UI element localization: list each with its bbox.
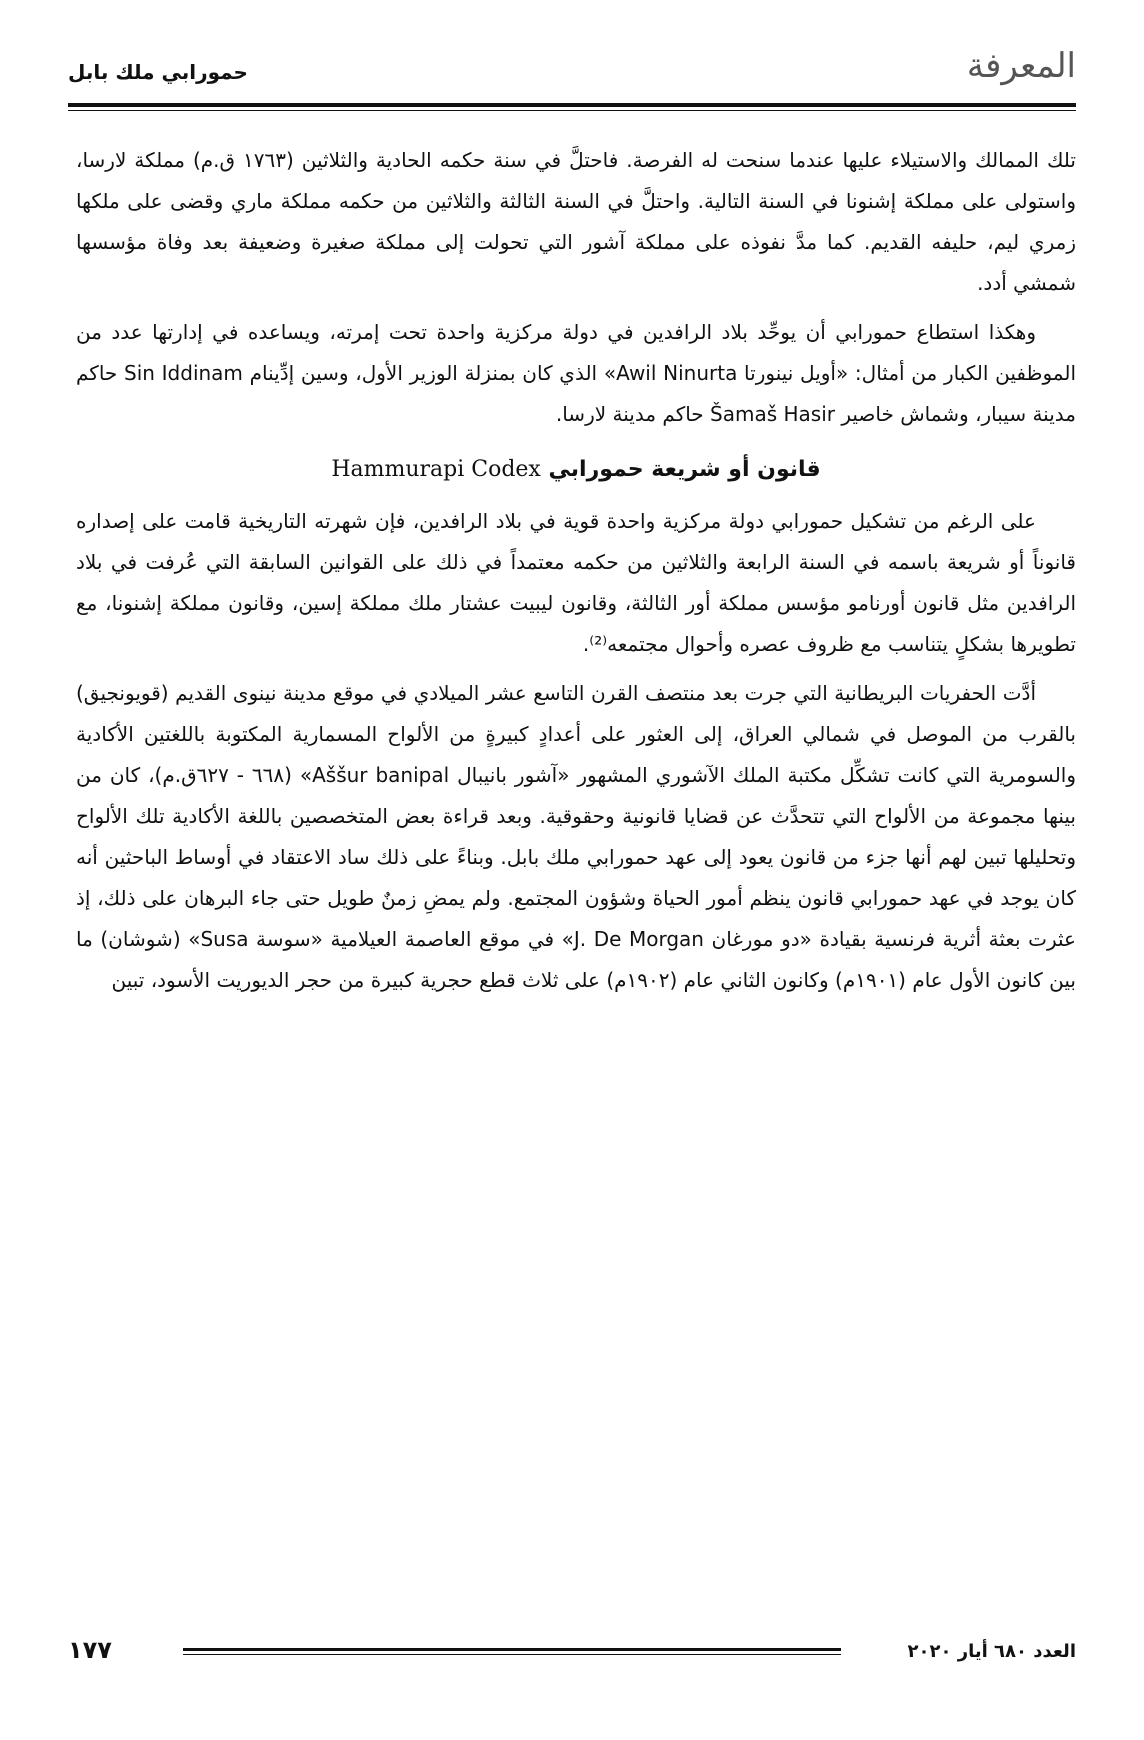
footer-rule (183, 1648, 841, 1651)
section-heading (76, 453, 1076, 487)
footer-rule-thin (183, 1654, 841, 1655)
paragraph-1: تلك الممالك والاستيلاء عليها عندما سنحت له الفرصة. فاحتلَّ في سنة حكمه الحادية والثلاثين (١٧٦٣ ق.م) مملكة لارسا، واستولى على مملكة إشنونا في السنة التالية. واحتلَّ في السنة الثالثة والثلاثين من حكمه مملكة ماري وقضى على ملكها زمري ليم، حليفه القديم. كما مدَّ نفوذه على مملكة آشور التي تحولت إلى مملكة صغيرة وضعيفة بعد وفاة مؤسسها شمشي أدد. (76, 148, 1076, 295)
journal-logo: المعرفة (966, 46, 1076, 86)
running-header-title: حمورابي ملك بابل (68, 60, 248, 84)
header-rule (68, 103, 1076, 107)
page-footer (68, 1634, 1076, 1674)
running-header (68, 40, 1076, 102)
paragraph-3: على الرغم من تشكيل حمورابي دولة مركزية واحدة قوية في بلاد الرافدين، فإن شهرته التاريخية قامت على إصداره قانوناً أو شريعة باسمه في السنة الرابعة والثلاثين من حكمه معتمداً في ذلك على القوانين السابقة التي عُرفت في بلاد الرافدين مثل قانون أورنامو مؤسس مملكة أور الثالثة، وقانون ليبيت عشتار ملك مملكة إسين، وقانون مملكة إشنونا، مع تطويرها بشكلٍ يتناسب مع ظروف عصره وأحوال مجتمعه⁽²⁾. (76, 509, 1076, 656)
header-rule-thin (68, 110, 1076, 111)
article-body (76, 140, 1076, 1009)
issue-info: العدد ٦٨٠ أيار ٢٠٢٠ (907, 1641, 1076, 1662)
paragraph-2: وهكذا استطاع حمورابي أن يوحِّد بلاد الرافدين في دولة مركزية واحدة تحت إمرته، ويساعده في إدارتها عدد من الموظفين الكبار من أمثال: «أويل نينورتا Awil Ninurta» الذي كان بمنزلة الوزير الأول، وسين إدِّينام Sin Iddinam حاكم مدينة سيبار، وشماش خاصير Šamaš Hasir حاكم مدينة لارسا. (76, 320, 1076, 426)
page-number: ١٧٧ (68, 1636, 112, 1664)
paragraph-4: أدَّت الحفريات البريطانية التي جرت بعد منتصف القرن التاسع عشر الميلادي في موقع مدينة نينوى القديم (قويونجيق) بالقرب من الموصل في شمالي العراق، إلى العثور على أعدادٍ كبيرةٍ من الألواح المسمارية المكتوبة باللغتين الأكادية والسومرية التي كانت تشكِّل مكتبة الملك الآشوري المشهور «آشور بانيبال Aššur banipal» (٦٦٨ - ٦٢٧ق.م)، كان من بينها مجموعة من الألواح التي تتحدَّث عن قضايا قانونية وحقوقية. وبعد قراءة بعض المتخصصين باللغة الأكادية تلك الألواح وتحليلها تبين لهم أنها جزء من قانون يعود إلى عهد حمورابي ملك بابل. وبناءً على ذلك ساد الاعتقاد في أوساط الباحثين أنه كان يوجد في عهد حمورابي قانون ينظم أمور الحياة وشؤون المجتمع. ولم يمضِ زمنٌ طويل حتى جاء البرهان على ذلك، إذ عثرت بعثة أثرية فرنسية بقيادة «دو مورغان J. De Morgan» في موقع العاصمة العيلامية «سوسة Susa» (شوشان) ما بين كانون الأول عام (١٩٠١م) وكانون الثاني عام (١٩٠٢م) على ثلاث قطع حجرية كبيرة من حجر الديوريت الأسود، تبين (76, 681, 1077, 992)
section-heading-arabic: قانون أو شريعة حمورابي (548, 457, 821, 482)
section-heading-english: Hammurapi Codex (331, 457, 541, 482)
